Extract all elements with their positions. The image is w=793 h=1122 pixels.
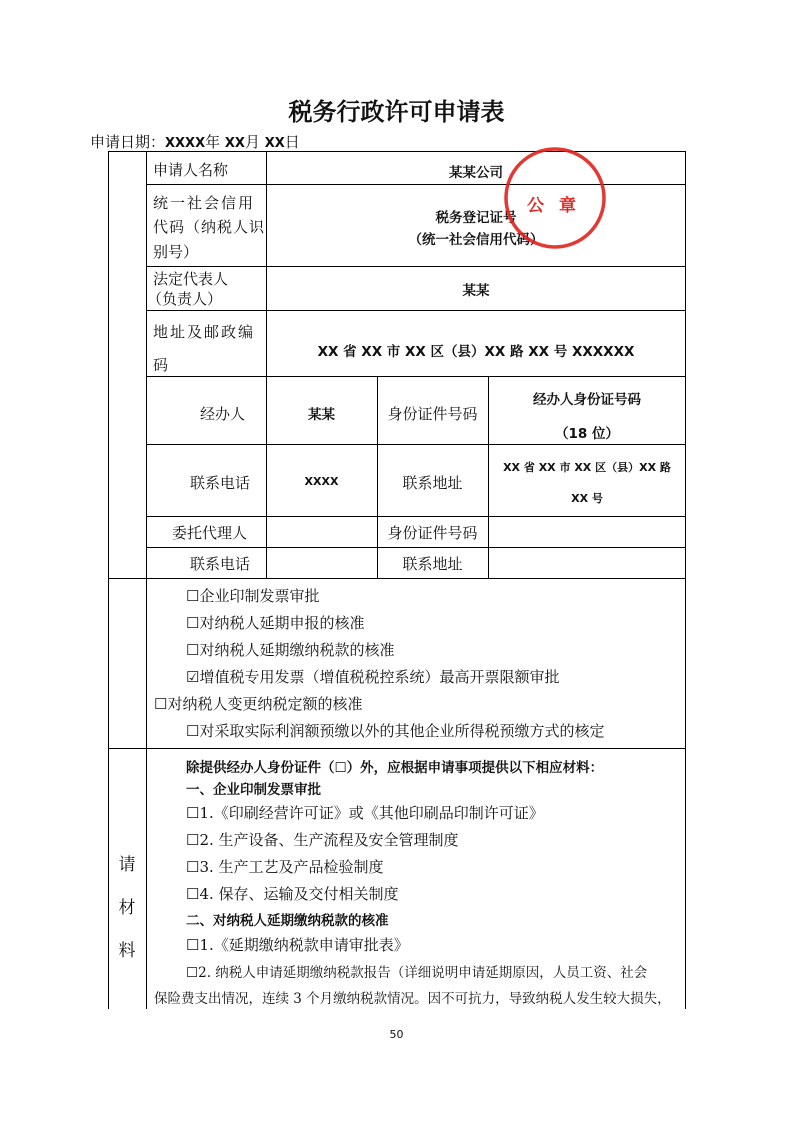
handler-label: 经办人: [200, 405, 246, 423]
id-number-label: 身份证件号码: [387, 405, 478, 423]
company-seal-icon: [503, 146, 608, 251]
credit-code-label: 代码（纳税人识: [153, 218, 266, 236]
row-divider: [146, 376, 686, 377]
material-item[interactable]: ☐1.《延期缴纳税款申请审批表》: [186, 936, 409, 954]
contact-address-value: XX 号: [571, 492, 603, 505]
material-item[interactable]: ☐2. 纳税人申请延期缴纳税款报告（详细说明申请延期原因，人员工资、社会: [186, 965, 648, 981]
contact-address-label: 联系地址: [402, 474, 463, 492]
item-checkbox-3[interactable]: ☐对纳税人延期缴纳税款的核准: [186, 641, 395, 659]
proxy-id-label: 身份证件号码: [387, 524, 478, 542]
legal-rep-value: 某某: [462, 283, 490, 299]
applicant-name-value: 某某公司: [449, 165, 503, 181]
svg-text:章: 章: [559, 196, 576, 216]
material-item-continued: 保险费支出情况，连续 3 个月缴纳税款情况。因不可抗力，导致纳税人发生较大损失，: [154, 991, 671, 1007]
address-label: 码: [153, 356, 169, 374]
credit-code-label: 别号）: [153, 243, 199, 261]
credit-code-value: （统一社会信用代码）: [408, 232, 544, 248]
svg-text:公: 公: [527, 196, 544, 216]
phone-value: XXXX: [304, 475, 339, 488]
row-divider: [146, 444, 686, 445]
page-title: 税务行政许可申请表: [288, 98, 505, 126]
item-checkbox-2[interactable]: ☐对纳税人延期申报的核准: [186, 614, 365, 632]
section-divider: [108, 578, 686, 579]
legal-rep-label: （负责人）: [147, 290, 223, 308]
side-char: 请: [118, 855, 136, 875]
row-divider: [146, 266, 686, 267]
id-number-value: 经办人身份证号码: [533, 392, 641, 408]
material-item[interactable]: ☐3. 生产工艺及产品检验制度: [186, 858, 384, 876]
materials-section-1: 一、企业印制发票审批: [186, 782, 321, 798]
credit-code-value: 税务登记证号: [435, 210, 517, 226]
side-char: 材: [118, 898, 136, 918]
handler-value: 某某: [308, 407, 335, 423]
page-number: 50: [389, 1028, 404, 1041]
side-char: 料: [118, 941, 136, 961]
item-checkbox-6[interactable]: ☐对采取实际利润额预缴以外的其他企业所得税预缴方式的核定: [186, 722, 605, 740]
row-divider: [146, 547, 686, 548]
row-divider: [146, 310, 686, 311]
phone-label: 联系电话: [190, 474, 251, 492]
materials-section-2: 二、对纳税人延期缴纳税款的核准: [186, 913, 389, 929]
materials-intro: 除提供经办人身份证件（☐）外，应根据申请事项提供以下相应材料：: [186, 760, 604, 776]
material-item[interactable]: ☐4. 保存、运输及交付相关制度: [186, 885, 399, 903]
apply-date: 申请日期：XXXX年 XX月 XX日: [90, 133, 300, 151]
proxy-address-label: 联系地址: [402, 555, 463, 573]
proxy-phone-label: 联系电话: [190, 555, 251, 573]
item-checkbox-1[interactable]: ☐企业印制发票审批: [186, 587, 320, 605]
id-number-value: （18 位）: [555, 426, 619, 442]
item-checkbox-5[interactable]: ☐对纳税人变更纳税定额的核准: [154, 695, 363, 713]
applicant-name-label: 申请人名称: [153, 161, 229, 179]
material-item[interactable]: ☐1.《印刷经营许可证》或《其他印刷品印制许可证》: [186, 804, 544, 822]
side-column-line: [146, 151, 147, 1009]
credit-code-label: 统一社会信用: [153, 194, 256, 212]
item-checkbox-4[interactable]: ☑增值税专用发票（增值税税控系统）最高开票限额审批: [186, 668, 560, 686]
proxy-label: 委托代理人: [172, 524, 248, 542]
section-divider: [108, 748, 686, 749]
legal-rep-label: 法定代表人: [153, 270, 229, 288]
address-label: 地址及邮政编: [153, 323, 256, 341]
material-item[interactable]: ☐2. 生产设备、生产流程及安全管理制度: [186, 831, 459, 849]
address-value: XX 省 XX 市 XX 区（县）XX 路 XX 号 XXXXXX: [317, 344, 635, 360]
row-divider: [146, 516, 686, 517]
contact-address-value: XX 省 XX 市 XX 区（县）XX 路: [503, 461, 671, 474]
